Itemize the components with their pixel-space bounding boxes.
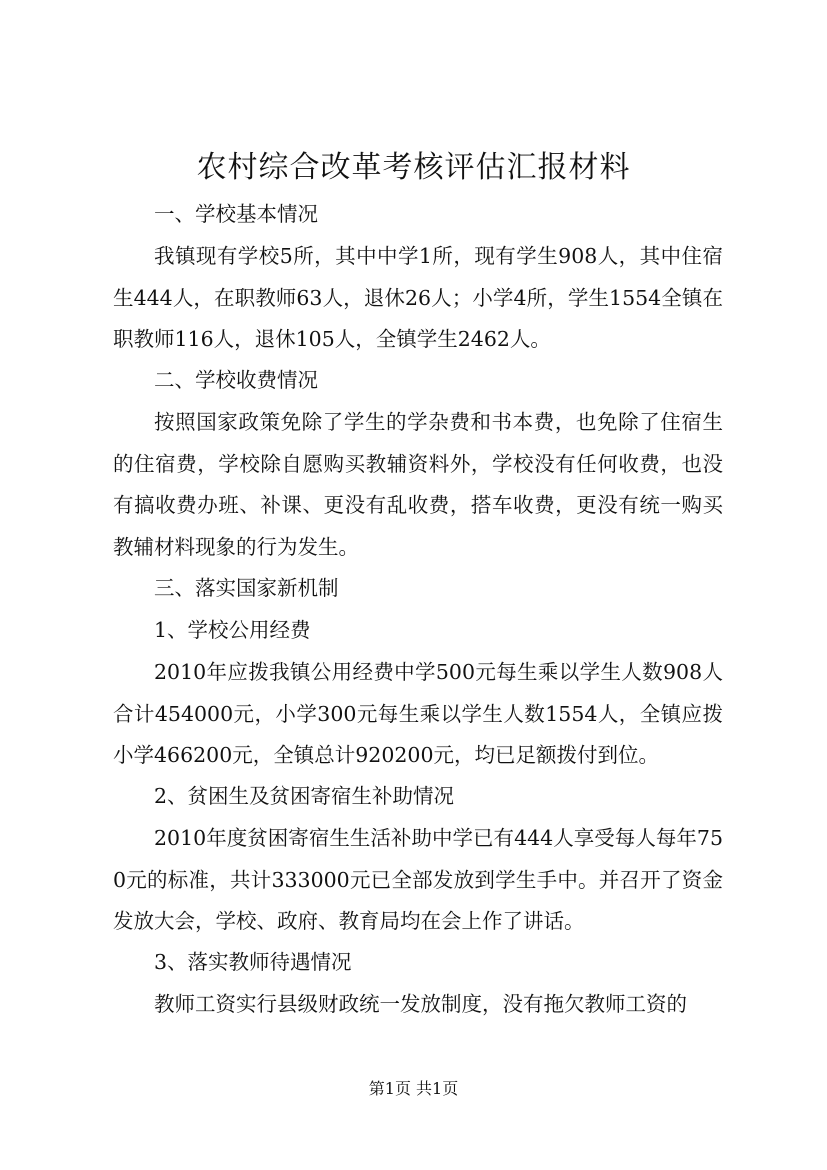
section-heading-basic-info: 一、学校基本情况 [154, 202, 318, 226]
document-title: 农村综合改革考核评估汇报材料 [196, 150, 631, 185]
section-heading-new-mechanism: 三、落实国家新机制 [154, 576, 339, 600]
page-footer: 第1页 共1页 [368, 1079, 459, 1098]
paragraph-teacher-pay: 教师工资实行县级财政统一发放制度，没有拖欠教师工资的 [154, 992, 687, 1016]
paragraph-poor-student-aid: 2010年度贫困寄宿生生活补助中学已有444人享受每人每年750元的标准，共计333000元已全部发放到学生手中。并召开了资金发放大会，学校、政府、教育局均在会上作了讲话。 [113, 826, 723, 933]
subsection-heading-public-funds: 1、学校公用经费 [154, 618, 311, 642]
paragraph-fees: 按照国家政策免除了学生的学杂费和书本费，也免除了住宿生的住宿费，学校除自愿购买教辅资料外，学校没有任何收费，也没有搞收费办班、补课、更没有乱收费，搭车收费，更没有统一购买教辅材料现象的行为发生。 [113, 410, 723, 559]
section-heading-fees: 二、学校收费情况 [154, 368, 318, 392]
paragraph-basic-info: 我镇现有学校5所，其中中学1所，现有学生908人，其中住宿生444人，在职教师63人，退休26人；小学4所，学生1554全镇在职教师116人，退休105人，全镇学生2462人。 [113, 244, 723, 351]
subsection-heading-teacher-pay: 3、落实教师待遇情况 [154, 950, 352, 974]
paragraph-public-funds: 2010年应拨我镇公用经费中学500元每生乘以学生人数908人合计454000元，小学300元每生乘以学生人数1554人，全镇应拨小学466200元，全镇总计920200元，均已足额拨付到位。 [113, 660, 723, 767]
subsection-heading-poor-student-aid: 2、贫困生及贫困寄宿生补助情况 [154, 784, 455, 808]
